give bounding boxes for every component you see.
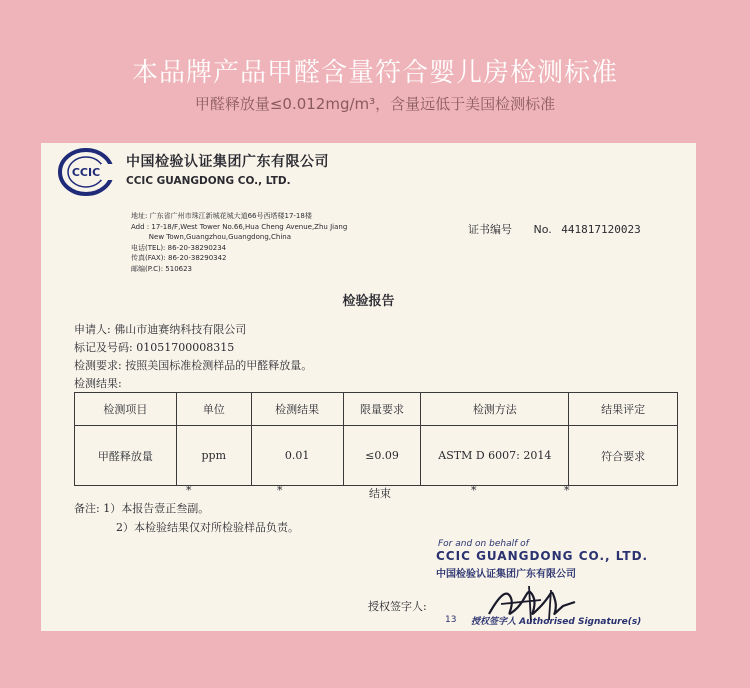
stamp-name-en: CCIC GUANGDONG CO., LTD.: [436, 549, 649, 563]
requirement-value: 按照美国标准检测样品的甲醛释放量。: [125, 359, 313, 372]
applicant-value: 佛山市迪赛纳科技有限公司: [114, 323, 247, 336]
address-line: 邮编(P.C): 510623: [131, 264, 193, 273]
stamp-number: 13: [445, 615, 457, 625]
results-label: 检测结果:: [74, 377, 122, 390]
star-mark: *: [471, 484, 477, 497]
table-cell: ppm: [176, 426, 251, 486]
table-cell: ASTM D 6007: 2014: [421, 426, 569, 486]
table-header-cell: 单位: [176, 393, 251, 426]
address-line: New Town,Guangzhou,Guangdong,China: [131, 233, 291, 242]
table-cell: 甲醛释放量: [75, 426, 177, 486]
note-1: 1）本报告壹正叁副。: [103, 502, 210, 515]
authorised-signature-label: 授权签字人 Authorised Signature(s): [471, 617, 642, 627]
table-header-row: [75, 393, 678, 426]
table-header-cell: 检测结果: [251, 393, 343, 426]
table-cell: 0.01: [251, 426, 343, 486]
applicant-row: [74, 321, 312, 339]
notes-label: 备注:: [74, 502, 100, 515]
cert-number-value: 441817120023: [561, 223, 641, 236]
cert-no-label: No.: [533, 223, 552, 236]
results-table: [74, 392, 678, 486]
table-cell: ≤0.09: [343, 426, 421, 486]
org-name-en: CCIC GUANGDONG CO., LTD.: [126, 175, 291, 187]
table-header-cell: 检测方法: [421, 393, 569, 426]
end-text: 结束: [369, 487, 391, 500]
certificate-number: [468, 221, 641, 237]
table-row: [75, 426, 678, 486]
mark-value: 01051700008315: [136, 341, 235, 354]
table-header-cell: 结果评定: [569, 393, 678, 426]
star-mark: *: [564, 484, 570, 497]
report-info: [74, 321, 312, 393]
stamp-name-cn: 中国检验认证集团广东有限公司: [436, 569, 576, 580]
promo-subtitle: 甲醛释放量≤0.012mg/m³，含量远低于美国检测标准: [194, 95, 556, 113]
company-stamp: [436, 539, 686, 580]
note-2: 2）本检验结果仅对所检验样品负责。: [116, 521, 299, 534]
note-row: [74, 499, 299, 518]
org-name-cn: 中国检验认证集团广东有限公司: [126, 154, 329, 170]
cert-label: 证书编号: [468, 223, 512, 236]
report-title: 检验报告: [342, 294, 395, 309]
stamp-for-text: For and on behalf of: [438, 539, 529, 549]
table-header-cell: 限量要求: [343, 393, 421, 426]
requirement-row: [74, 357, 312, 375]
address-block: [131, 211, 431, 275]
address-line: 传真(FAX): 86-20-38290342: [131, 254, 227, 263]
mark-label: 标记及号码:: [74, 341, 133, 354]
star-mark: *: [277, 484, 283, 497]
star-mark: *: [186, 484, 192, 497]
table-cell: 符合要求: [569, 426, 678, 486]
applicant-label: 申请人:: [74, 323, 111, 336]
signer-label: 授权签字人:: [368, 600, 427, 613]
address-line: Add : 17-18/F,West Tower No.66,Hua Cheng Avenue,Zhu Jiang: [131, 222, 348, 231]
promo-title: 本品牌产品甲醛含量符合婴儿房检测标准: [131, 58, 618, 88]
address-line: 电话(TEL): 86-20-38290234: [131, 243, 227, 252]
inspection-report-document: [41, 143, 696, 631]
mark-row: [74, 339, 312, 357]
address-line: 地址: 广东省广州市珠江新城花城大道66号西塔楼17-18楼: [131, 212, 312, 220]
requirement-label: 检测要求:: [74, 359, 122, 372]
table-header-cell: 检测项目: [75, 393, 177, 426]
notes: [74, 499, 299, 537]
logo-text: CCIC: [71, 166, 101, 179]
ccic-logo-icon: [57, 147, 115, 197]
